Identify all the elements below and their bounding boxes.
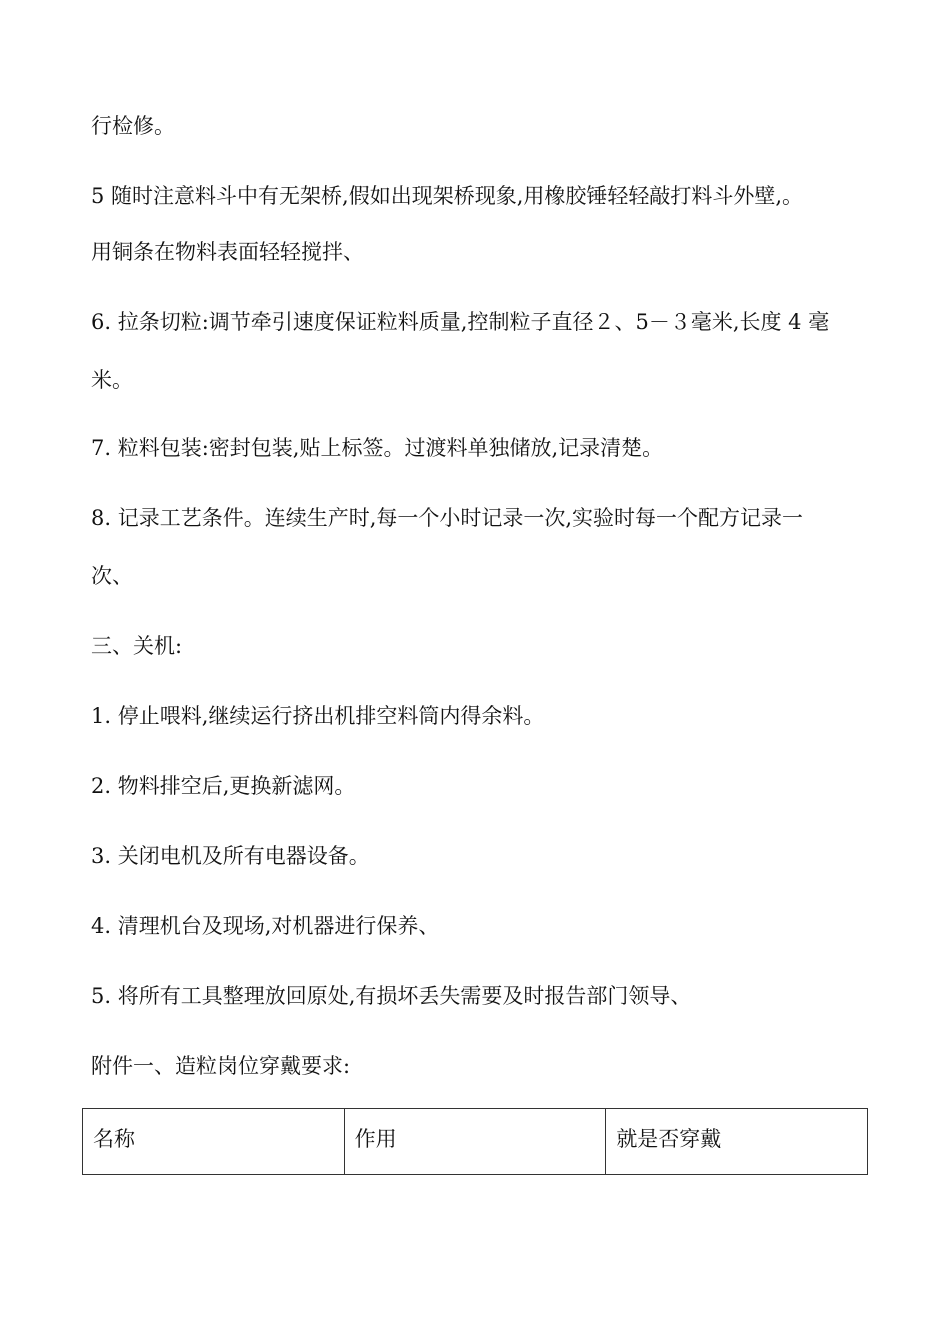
paragraph-line: 6. 拉条切粒:调节牵引速度保证粒料质量,控制粒子直径２、5－３毫米,长度 4 毫	[91, 310, 830, 334]
attachment-heading: 附件一、造粒岗位穿戴要求:	[91, 1054, 351, 1078]
wear-requirements-table	[82, 1108, 868, 1175]
section-heading: 三、关机:	[91, 634, 183, 658]
table-header-cell: 作用	[344, 1109, 606, 1175]
paragraph-line: 2. 物料排空后,更换新滤网。	[91, 774, 356, 798]
paragraph-line: 3. 关闭电机及所有电器设备。	[91, 844, 370, 868]
table-header-cell: 名称	[83, 1109, 345, 1175]
paragraph-line: 次、	[91, 564, 133, 588]
paragraph-line: 用铜条在物料表面轻轻搅拌、	[91, 240, 364, 264]
paragraph-line: 4. 清理机台及现场,对机器进行保养、	[91, 914, 440, 938]
table-header-row	[83, 1109, 868, 1175]
paragraph-line: 1. 停止喂料,继续运行挤出机排空料筒内得余料。	[91, 704, 545, 728]
paragraph-line: 5 随时注意料斗中有无架桥,假如出现架桥现象,用橡胶锤轻轻敲打料斗外壁,。	[91, 184, 804, 208]
table-header-cell: 就是否穿戴	[606, 1109, 868, 1175]
paragraph-line: 行检修。	[91, 114, 175, 138]
paragraph-line: 8. 记录工艺条件。连续生产时,每一个小时记录一次,实验时每一个配方记录一	[91, 506, 804, 530]
paragraph-line: 5. 将所有工具整理放回原处,有损坏丢失需要及时报告部门领导、	[91, 984, 692, 1008]
paragraph-line: 米。	[91, 368, 133, 392]
paragraph-line: 7. 粒料包装:密封包装,贴上标签。过渡料单独储放,记录清楚。	[91, 436, 664, 460]
